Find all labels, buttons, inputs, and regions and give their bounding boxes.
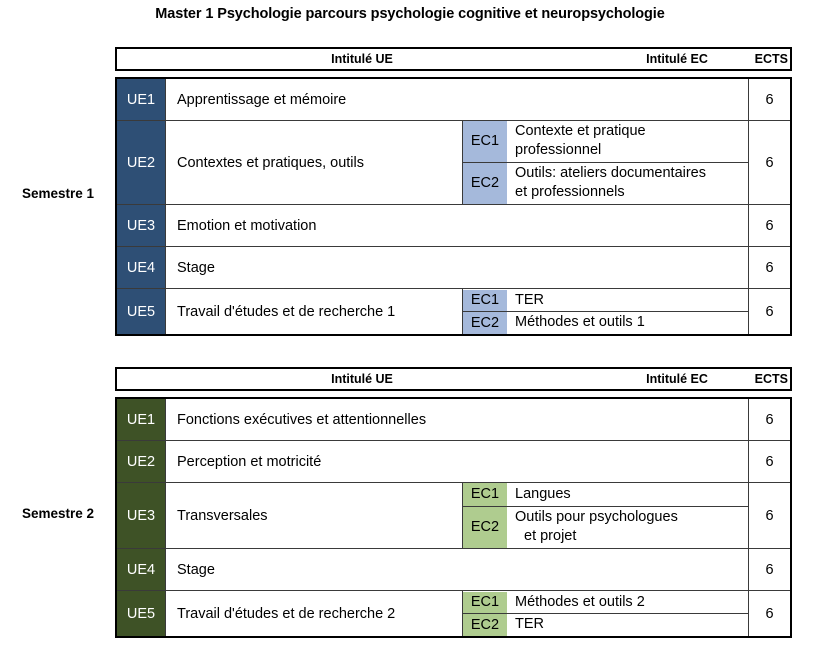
ue-code-badge: UE2 — [117, 441, 165, 482]
ec-code-badge: EC1 — [463, 483, 507, 506]
ec-title-cell — [507, 121, 748, 162]
page-title: Master 1 Psychologie parcours psychologie cognitive et neuropsychologie — [155, 6, 665, 22]
ec-zone — [462, 441, 748, 482]
ec-title-line1: Contexte et pratique — [515, 123, 646, 140]
ec-title-cell — [507, 163, 748, 205]
ec-row — [463, 614, 748, 636]
ec-row — [463, 312, 748, 334]
ec-zone — [462, 483, 748, 548]
ects-cell: 6 — [748, 247, 790, 288]
ec-title-line1: Langues — [515, 485, 571, 502]
ec-code-badge: EC1 — [463, 290, 507, 311]
ec-row — [463, 592, 748, 614]
ue-title-cell: Travail d'études et de recherche 1 — [165, 289, 462, 334]
ec-title-cell — [507, 592, 748, 613]
table-row — [117, 205, 790, 247]
ects-cell: 6 — [748, 483, 790, 548]
ue-title-cell: Contextes et pratiques, outils — [165, 121, 462, 204]
ec-zone — [462, 591, 748, 636]
ue-code-badge: UE2 — [117, 121, 165, 204]
ec-title-line1: Méthodes et outils 1 — [515, 314, 645, 330]
ects-cell: 6 — [748, 79, 790, 120]
ec-zone — [462, 289, 748, 334]
ects-cell: 6 — [748, 289, 790, 334]
ue-code-badge: UE3 — [117, 205, 165, 246]
table-row — [117, 399, 790, 441]
ec-row — [463, 290, 748, 312]
ects-cell: 6 — [748, 399, 790, 440]
table-body-2 — [115, 397, 792, 638]
ec-title-cell — [507, 483, 748, 506]
ec-title-line1: TER — [515, 291, 544, 308]
column-header-ec: Intitulé EC — [646, 52, 708, 66]
ec-zone — [462, 549, 748, 590]
ue-code-badge: UE3 — [117, 483, 165, 548]
ue-title-cell: Transversales — [165, 483, 462, 548]
ec-code-badge: EC2 — [463, 507, 507, 548]
table-row — [117, 483, 790, 549]
ue-code-badge: UE1 — [117, 399, 165, 440]
ec-zone — [462, 399, 748, 440]
ue-title-cell: Perception et motricité — [165, 441, 462, 482]
ec-row — [463, 163, 748, 205]
ue-title-cell: Emotion et motivation — [165, 205, 462, 246]
column-header-ects: ECTS — [754, 372, 788, 386]
ue-title-cell: Stage — [165, 549, 462, 590]
table-row — [117, 79, 790, 121]
table-body-1 — [115, 77, 792, 336]
table-row — [117, 289, 790, 334]
ec-title-cell — [507, 290, 748, 311]
ue-code-badge: UE5 — [117, 591, 165, 636]
ects-cell: 6 — [748, 591, 790, 636]
table-row — [117, 121, 790, 205]
ec-title-cell — [507, 614, 748, 636]
ects-cell: 6 — [748, 205, 790, 246]
table-row — [117, 247, 790, 289]
ec-code-badge: EC2 — [463, 614, 507, 636]
ec-code-badge: EC1 — [463, 121, 507, 162]
ue-code-badge: UE5 — [117, 289, 165, 334]
ue-code-badge: UE1 — [117, 79, 165, 120]
ects-cell: 6 — [748, 121, 790, 204]
ue-title-cell: Stage — [165, 247, 462, 288]
table-header-row-1 — [115, 47, 792, 71]
column-header-ue: Intitulé UE — [331, 52, 393, 66]
ue-title-cell: Fonctions exécutives et attentionnelles — [165, 399, 462, 440]
semester-label-2: Semestre 2 — [21, 506, 95, 521]
ects-cell: 6 — [748, 441, 790, 482]
ec-zone — [462, 205, 748, 246]
ue-code-badge: UE4 — [117, 549, 165, 590]
table-header-row-2 — [115, 367, 792, 391]
ec-row — [463, 507, 748, 548]
ec-title-line1: TER — [515, 616, 544, 632]
column-header-ue: Intitulé UE — [331, 372, 393, 386]
ec-title-line2: et projet — [524, 528, 577, 545]
ec-row — [463, 483, 748, 507]
semester-2-table — [115, 367, 792, 638]
ec-zone — [462, 121, 748, 204]
semester-label-1: Semestre 1 — [21, 186, 95, 201]
column-header-ects: ECTS — [754, 52, 788, 66]
ec-title-cell — [507, 312, 748, 334]
ec-zone — [462, 247, 748, 288]
table-row — [117, 591, 790, 636]
table-row — [117, 549, 790, 591]
ue-title-cell: Apprentissage et mémoire — [165, 79, 462, 120]
column-header-ec: Intitulé EC — [646, 372, 708, 386]
ue-title-cell: Travail d'études et de recherche 2 — [165, 591, 462, 636]
ec-title-line1: Outils: ateliers documentaires — [515, 165, 706, 182]
ec-title-line1: Outils pour psychologues — [515, 509, 678, 526]
ec-code-badge: EC2 — [463, 163, 507, 205]
ec-title-line1: Méthodes et outils 2 — [515, 593, 645, 610]
ec-title-cell — [507, 507, 748, 548]
ec-zone — [462, 79, 748, 120]
ec-code-badge: EC2 — [463, 312, 507, 334]
ec-code-badge: EC1 — [463, 592, 507, 613]
ue-code-badge: UE4 — [117, 247, 165, 288]
table-row — [117, 441, 790, 483]
ects-cell: 6 — [748, 549, 790, 590]
semester-1-table — [115, 47, 792, 336]
ec-title-line2: et professionnels — [515, 184, 625, 201]
ec-row — [463, 121, 748, 163]
ec-title-line2: professionnel — [515, 142, 602, 159]
